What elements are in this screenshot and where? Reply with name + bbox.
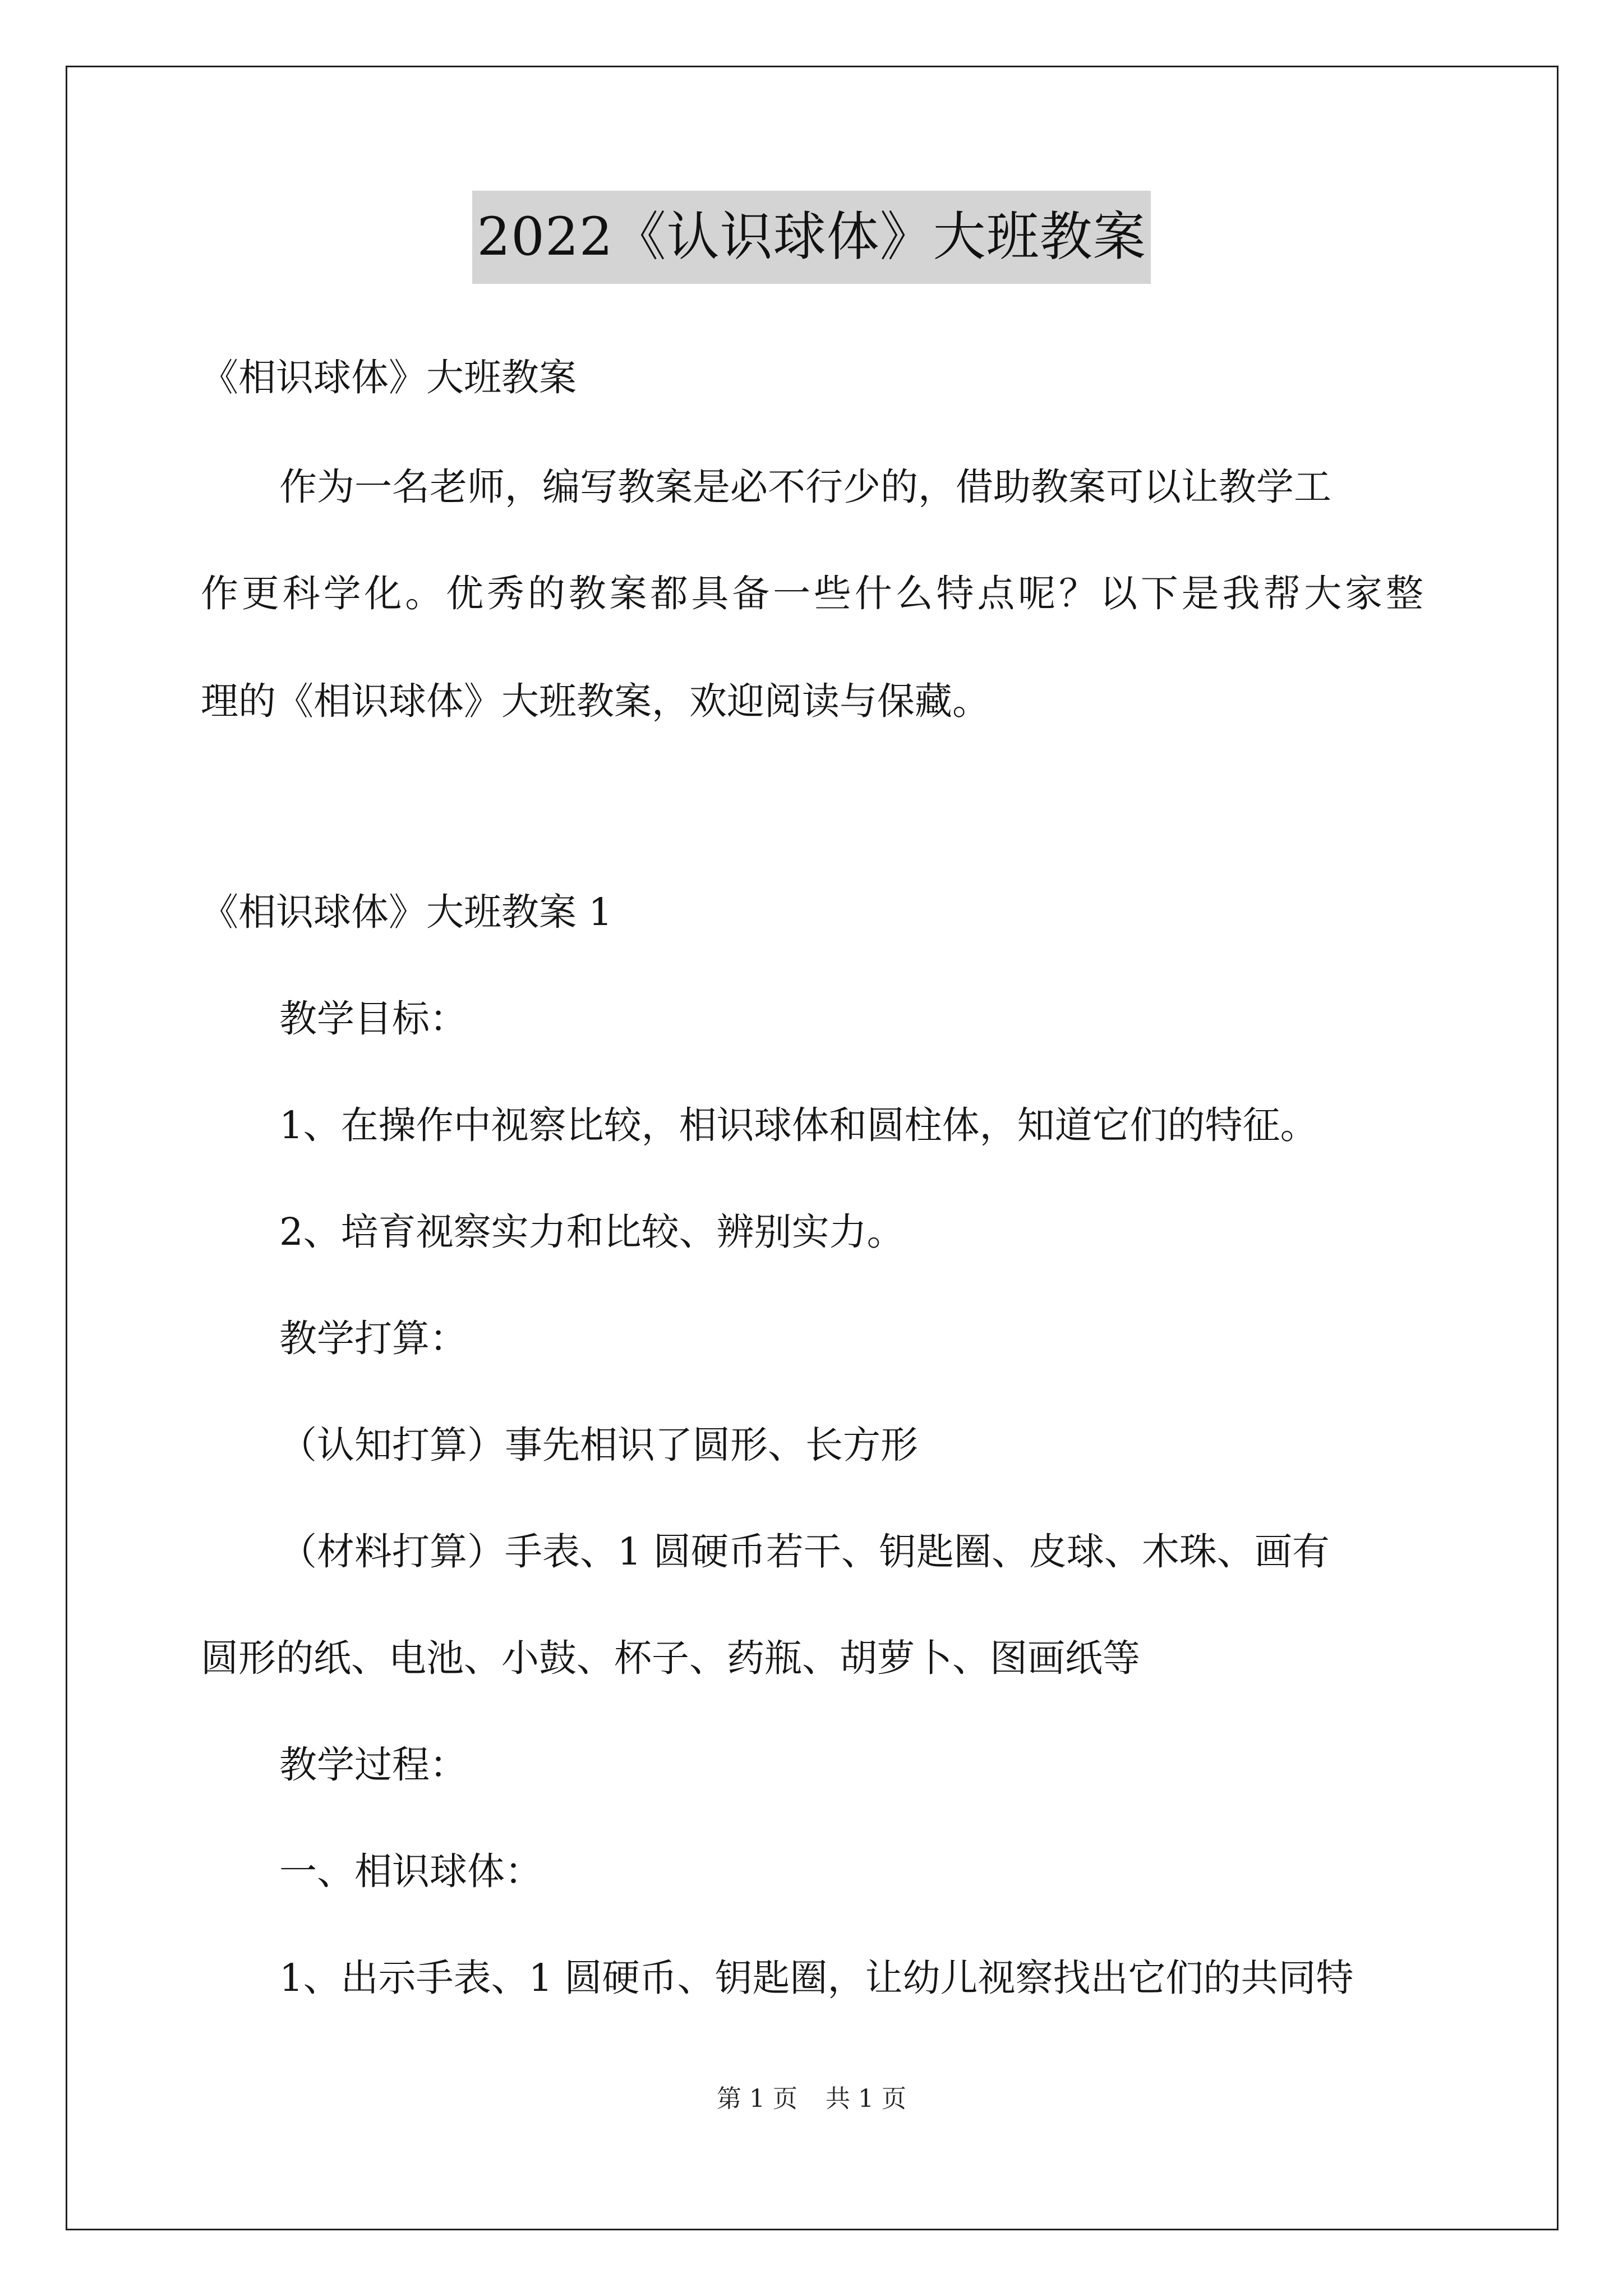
- page-number: 第 1 页: [717, 2085, 797, 2113]
- process-step-heading: 一、相识球体：: [279, 1849, 542, 1893]
- preparation-heading: 教学打算：: [279, 1317, 467, 1360]
- objective-2: 2、培育视察实力和比较、辨别实力。: [279, 1210, 905, 1254]
- preparation-materials-1: （材料打算）手表、1 圆硬币若干、钥匙圈、皮球、木珠、画有: [279, 1530, 1330, 1573]
- process-heading: 教学过程：: [279, 1743, 467, 1787]
- page-footer: [0, 2082, 1623, 2116]
- intro-line-3: 理的《相识球体》大班教案，欢迎阅读与保藏。: [201, 679, 990, 723]
- process-step-1: 1、出示手表、1 圆硬币、钥匙圈，让幼儿视察找出它们的共同特: [279, 1956, 1354, 2000]
- page-total: 共 1 页: [826, 2085, 906, 2113]
- objectives-heading: 教学目标：: [279, 997, 467, 1041]
- title-container: [0, 191, 1623, 284]
- intro-line-1: 作为一名老师，编写教案是必不行少的，借助教案可以让教学工: [279, 465, 1331, 509]
- section-heading: 《相识球体》大班教案 1: [201, 890, 612, 934]
- objective-1: 1、在操作中视察比较，相识球体和圆柱体，知道它们的特征。: [279, 1103, 1318, 1147]
- preparation-materials-2: 圆形的纸、电池、小鼓、杯子、药瓶、胡萝卜、图画纸等: [201, 1636, 1140, 1680]
- document-title: 2022《认识球体》大班教案: [472, 191, 1150, 284]
- intro-line-2: 作更科学化。优秀的教案都具备一些什么特点呢？以下是我帮大家整: [201, 572, 1423, 615]
- subtitle-line: 《相识球体》大班教案: [201, 356, 577, 399]
- preparation-cognitive: （认知打算）事先相识了圆形、长方形: [279, 1423, 918, 1467]
